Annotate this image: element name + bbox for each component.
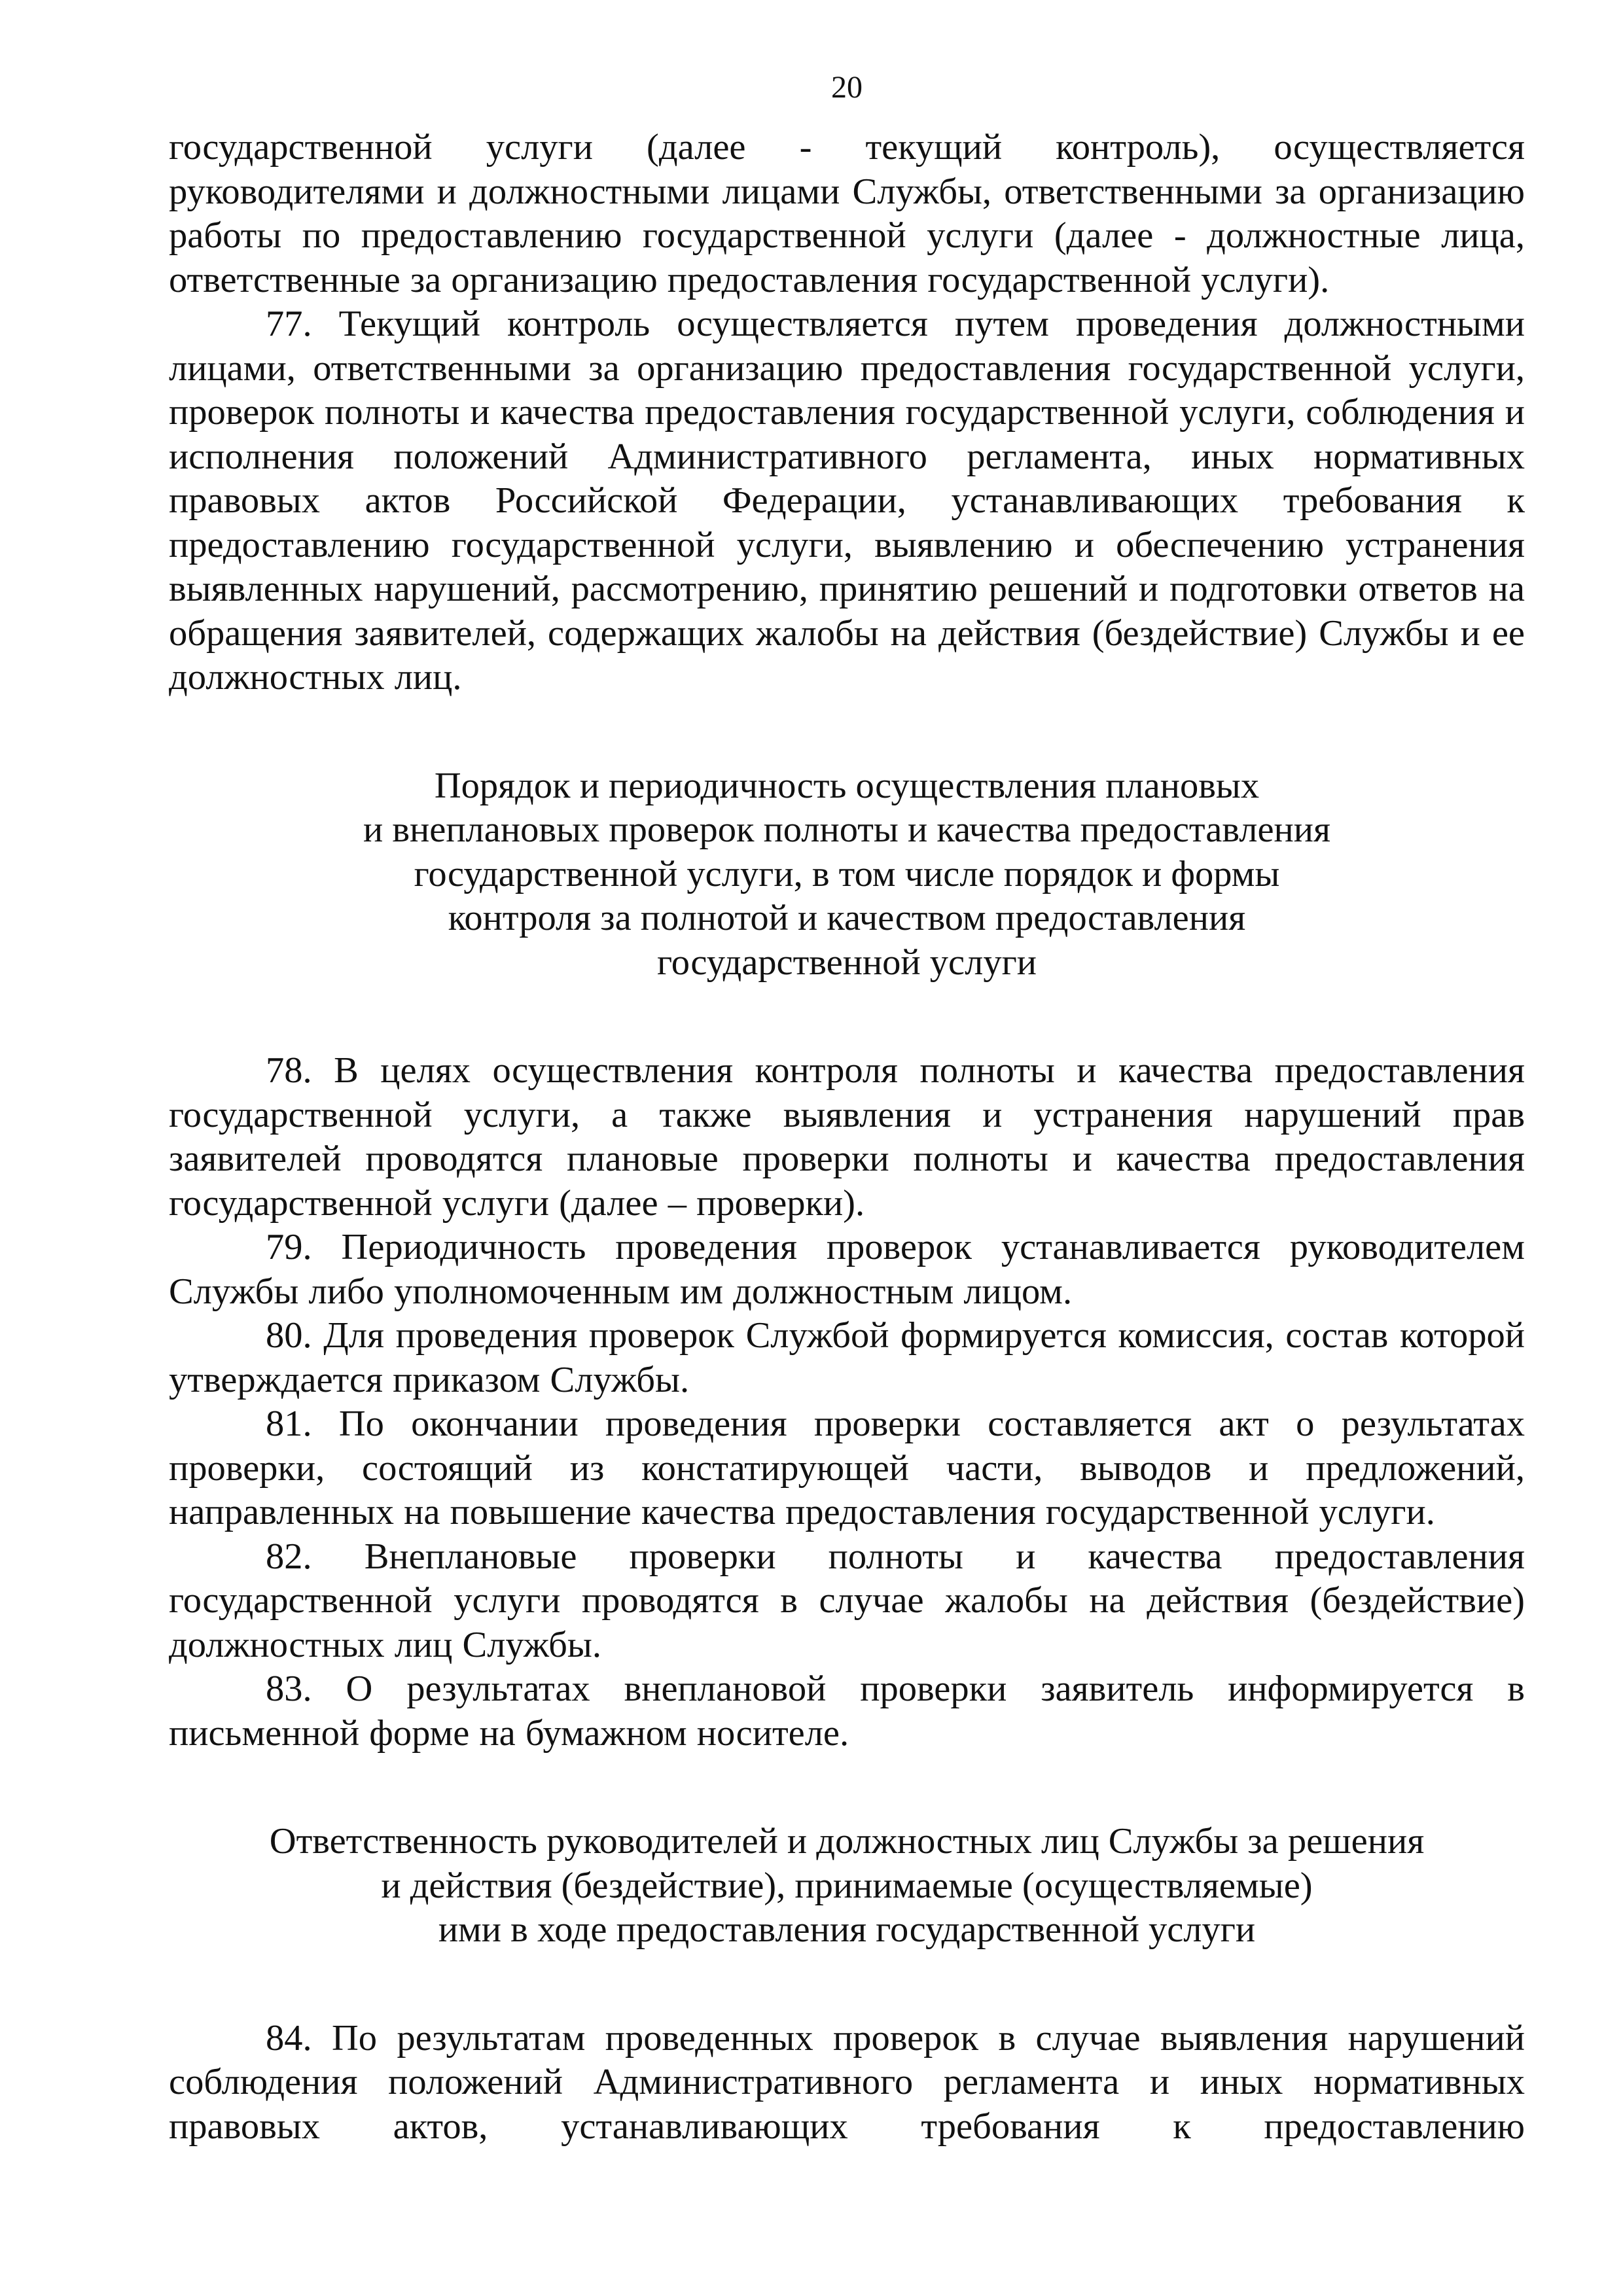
- paragraph-83: 83. О результатах внеплановой проверки заявитель информируется в письменной форме на бумажном носителе.: [169, 1669, 1525, 1754]
- paragraph-81: 81. По окончании проведения проверки составляется акт о результатах проверки, состоящий из констатирующей части, выводов и предложений, направленных на повышение качества предоставления государственной услуги.: [169, 1404, 1525, 1532]
- paragraph-77: 77. Текущий контроль осуществляется путем проведения должностными лицами, ответственными за организацию предоставления государственной услуги, проверок полноты и качества предоставления государственной услуги, соблюдения и исполнения положений Административного регламента, иных нормативных правовых актов Российской Федерации, устанавливающих требования к предоставлению государственной услуги, выявлению и обеспечению устранения выявленных нарушений, рассмотрению, принятию решений и подготовки ответов на обращения заявителей, содержащих жалобы на действия (бездействие) Службы и ее должностных лиц.: [169, 304, 1525, 698]
- paragraph-79: 79. Периодичность проведения проверок устанавливается руководителем Службы либо уполномоченным им должностным лицом.: [169, 1227, 1525, 1312]
- heading-line: контроля за полнотой и качеством предоставления: [448, 898, 1246, 938]
- heading-line: Порядок и периодичность осуществления плановых: [434, 765, 1260, 806]
- page-number: 20: [831, 70, 863, 105]
- section-heading-responsibility: [169, 1820, 1525, 1952]
- section-heading-inspections: [169, 764, 1525, 985]
- paragraph-84: 84. По результатам проведенных проверок в случае выявления нарушений соблюдения положений Административного регламента и иных нормативных правовых актов, устанавливающих требования к предоставлению: [169, 2017, 1525, 2147]
- heading-line: Ответственность руководителей и должностных лиц Службы за решения: [269, 1821, 1425, 1862]
- document-page: [169, 65, 1525, 2149]
- paragraph-80: 80. Для проведения проверок Службой формируется комиссия, состав которой утверждается приказом Службы.: [169, 1315, 1525, 1400]
- heading-line: и действия (бездействие), принимаемые (осуществляемые): [381, 1865, 1313, 1906]
- paragraph-82: 82. Внеплановые проверки полноты и качества предоставления государственной услуги проводятся в случае жалобы на действия (бездействие) должностных лиц Службы.: [169, 1536, 1525, 1665]
- paragraph-intro: государственной услуги (далее - текущий контроль), осуществляется руководителями и должностными лицами Службы, ответственными за организацию работы по предоставлению государственной услуги (далее - должностные лица, ответственные за организацию предоставления государственной услуги).: [169, 127, 1525, 300]
- heading-line: ими в ходе предоставления государственной услуги: [438, 1909, 1256, 1950]
- heading-line: и внеплановых проверок полноты и качества предоставления: [363, 809, 1331, 850]
- paragraph-78: 78. В целях осуществления контроля полноты и качества предоставления государственной услуги, а также выявления и устранения нарушений прав заявителей проводятся плановые проверки полноты и качества предоставления государственной услуги (далее – проверки).: [169, 1050, 1525, 1224]
- heading-line: государственной услуги, в том числе порядок и формы: [414, 853, 1280, 894]
- heading-line: государственной услуги: [657, 942, 1037, 983]
